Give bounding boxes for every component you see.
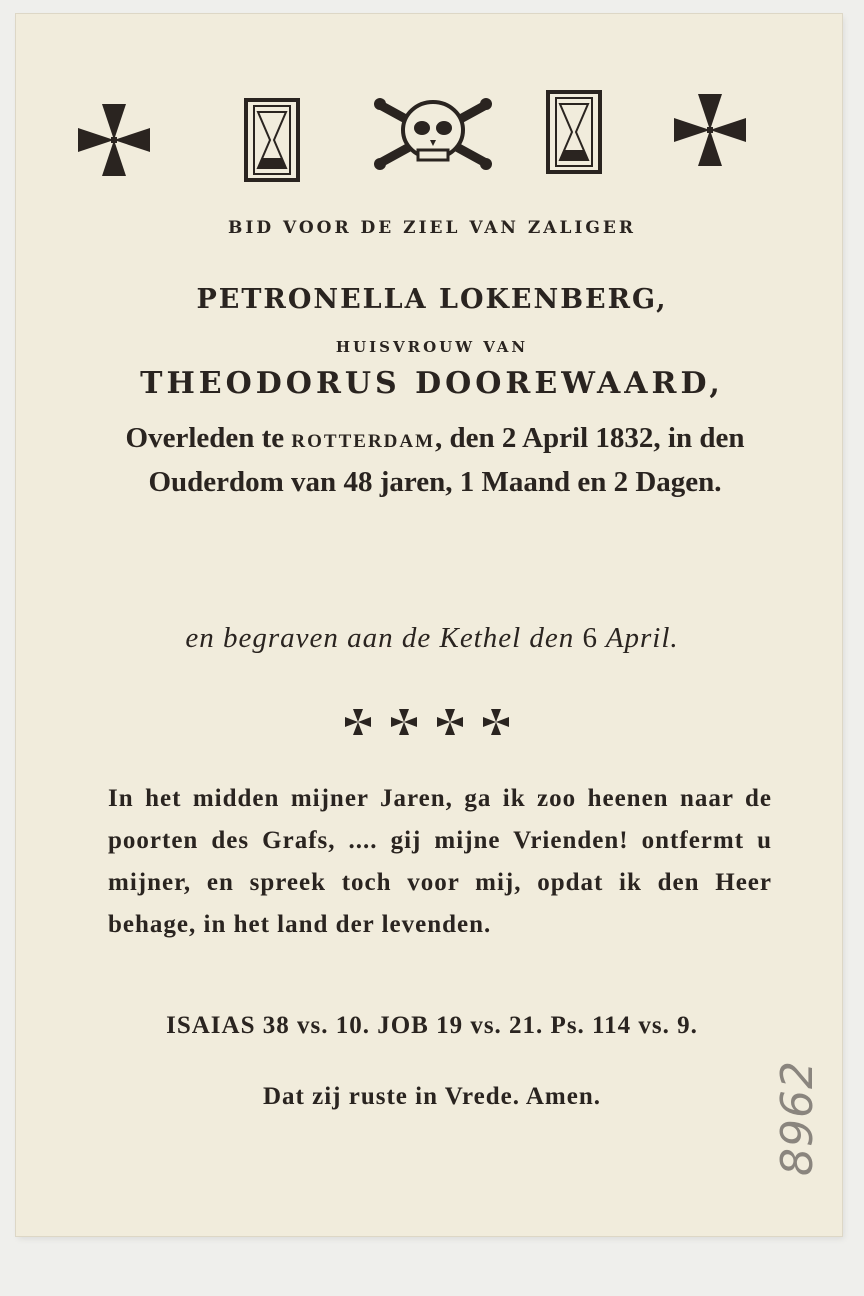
deceased-name: PETRONELLA LOKENBERG, [196, 284, 668, 315]
skull-crossbones-icon [372, 96, 494, 172]
prayer-heading: BID VOOR DE ZIEL VAN ZALIGER [228, 218, 636, 238]
burial-day: 6 [582, 622, 599, 654]
death-text-end: , den 2 April 1832, in den Ouderdom van 48 jaren, 1 Maand en 2 Dagen. [148, 422, 745, 498]
closing-prayer: Dat zij ruste in Vrede. Amen. [263, 1083, 601, 1110]
relation-label: HUISVROUW VAN [335, 338, 529, 356]
death-details [110, 418, 760, 502]
burial-line [0, 622, 864, 655]
death-text-start: Overleden te [125, 422, 285, 454]
burial-text: en begraven aan de Kethel den [185, 622, 575, 654]
cross-icon [436, 708, 464, 736]
scripture-references: ISAIAS 38 vs. 10. JOB 19 vs. 21. Ps. 114 vs. 9. [166, 1012, 698, 1039]
maltese-cross-icon [76, 102, 152, 178]
small-cross-row [338, 708, 518, 742]
hourglass-icon [244, 98, 300, 182]
hourglass-icon [546, 90, 602, 174]
ornament-row [60, 88, 750, 188]
death-city: ROTTERDAM [291, 431, 436, 452]
maltese-cross-icon [672, 92, 748, 168]
cross-icon [344, 708, 372, 736]
verse-text: In het midden mijner Jaren, ga ik zoo heenen naar de poorten des Grafs, .... gij mijne Vrienden! ontfermt u mijner, en spreek toch voor mij, opdat ik den Heer behage, in het land der levenden. [108, 785, 772, 938]
husband-name: THEODORUS DOOREWAARD, [140, 366, 724, 401]
archive-mark-wrap [772, 1060, 832, 1296]
archive-number: 8962 [772, 1060, 823, 1176]
burial-month: April. [605, 622, 679, 654]
cross-icon [482, 708, 510, 736]
cross-icon [390, 708, 418, 736]
